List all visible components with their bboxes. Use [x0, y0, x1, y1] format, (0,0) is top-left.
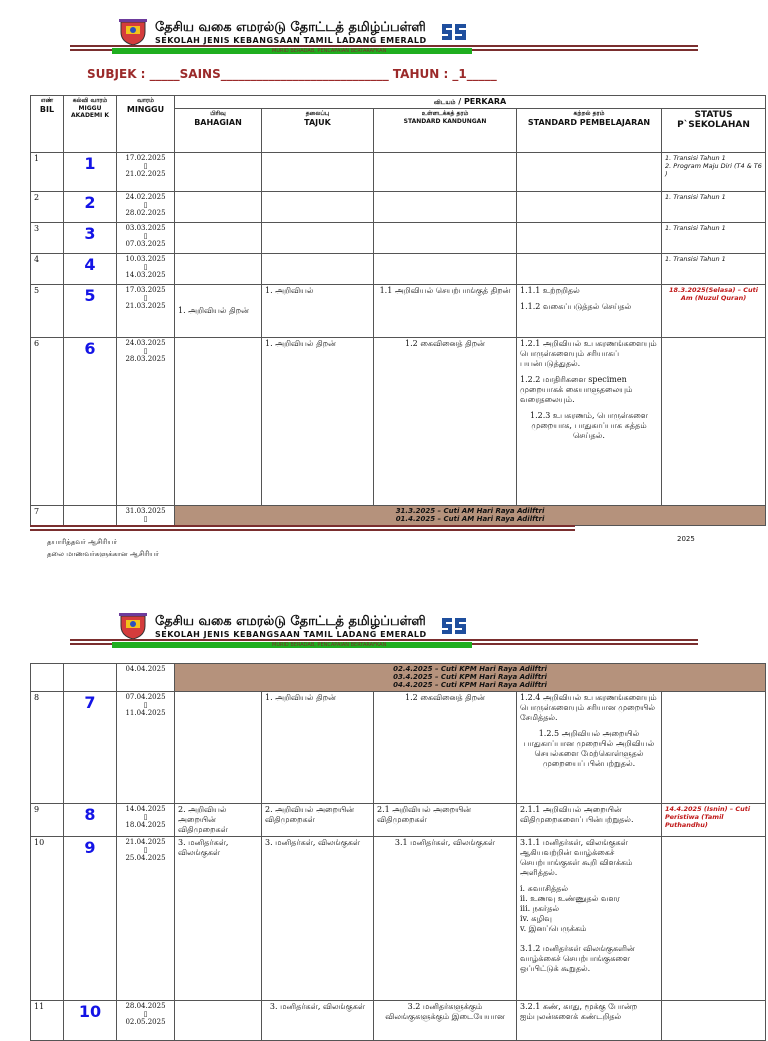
banner-green-band: [112, 642, 472, 648]
holiday-banner: 02.4.2025 – Cuti KPM Hari Raya Adilftri 03.4.2025 – Cuti KPM Hari Raya Adilftri 04.4.2025 – Cuti KPM Hari Raya Adilftri: [175, 664, 766, 692]
week-number: 6: [64, 338, 117, 506]
col-bahagian-header: பிரிவு BAHAGIAN: [175, 109, 262, 153]
col-minggu-header: வாரம் MINGGU: [117, 96, 175, 153]
footer-divider: [30, 529, 575, 531]
banner-divider: [70, 45, 698, 47]
week-number: 9: [64, 837, 117, 1001]
prepared-for-label: தலை மாணவர்களுக்கான ஆசிரியர்: [47, 550, 159, 558]
col-status-header: STATUS P`SEKOLAHAN: [662, 109, 766, 153]
table-row: 8 7 07.04.2025 ▯ 11.04.2025 1. அறிவியல் திறன் 1.2 கைவினைத் திறன் 1.2.4 அறிவியல் உபகரணங்களையும் பொருள்களையும் சரியான முறையில் சேமித்தல். 1.2.5 அறிவியல் அறையில் பாதுகாப்பான முறையில் அறிவியல் செயல்களை மேற்கொள்ளுதல் முறையைப் பின்பற்றுதல்.: [31, 692, 766, 804]
table-row: 6 6 24.03.2025 ▯ 28.03.2025 1. அறிவியல் திறன் 1.2 கைவினைத் திறன் 1.2.1 அறிவியல் உபகரணங்களையும் பொருள்களையும் சரியாகப் பயன்படுத்துதல். 1.2.2 மாதிரிகளை specimen முறையாகக் கையாளுதலையும் வரைதலையும். 1.2.3 உபகரணம், பொருள்களை முறையாக, பாதுகாப்பாக சுத்தம் செய்தல்.: [31, 338, 766, 506]
week-number: 5: [64, 285, 117, 338]
ministry-logo-icon: [440, 20, 468, 44]
holiday-banner: 31.3.2025 – Cuti AM Hari Raya Adilftri 01.4.2025 – Cuti AM Hari Raya Adilftri: [175, 506, 766, 526]
prepared-by-label: தயாரித்தவர் ஆசிரியர்: [47, 538, 117, 546]
school-motto: MURID BERADAB, PENCAPAIAN BERTARAFKAN: [272, 48, 387, 54]
footer-divider: [30, 525, 575, 527]
week-number: 7: [64, 692, 117, 804]
col-bil-header: எண் BIL: [31, 96, 64, 153]
table-row: 10 9 21.04.2025 ▯ 25.04.2025 3. மனிதர்கள், விலங்குகள் 3. மனிதர்கள், விலங்குகள் 3.1 மனிதர்கள், விலங்குகள் 3.1.1 மனிதர்கள், விலங்குகள் ஆகியவற்றின் வாழ்க்கைச் செயற்பாங்குகள் கூறி விளக்கம் அளித்தல். i. சுவாசித்தல் ii. உணவு உண்ணுதல் வளர iii. நகர்தல் iv. கழிவு v. இனப்பெருக்கம் 3.1.2 மனிதர்கள் விலங்குகளின் வாழ்க்கைச் செயற்பாங்குகளை ஒப்பிட்டுக் கூறுதல்.: [31, 837, 766, 1001]
table-row: 9 8 14.04.2025 ▯ 18.04.2025 2. அறிவியல் அறையின் விதிமுறைகள் 2. அறிவியல் அறையின் விதிமுறைகள் 2.1 அறிவியல் அறையின் விதிமுறைகள் 2.1.1 அறிவியல் அறையின் விதிமுறைகளைப் பின்பற்றுதல். 14.4.2025 (Isnin) – Cuti Peristiwa (Tamil Puthandhu): [31, 804, 766, 837]
week-number: 3: [64, 223, 117, 254]
yearly-plan-table-1: [30, 95, 766, 526]
banner-green-band: [112, 48, 472, 54]
school-name: SEKOLAH JENIS KEBANGSAAN TAMIL LADANG EMERALD: [155, 36, 427, 45]
school-name: SEKOLAH JENIS KEBANGSAAN TAMIL LADANG EMERALD: [155, 630, 427, 639]
col-standard-kandungan-header: உள்ளடக்கத் தரம் STANDARD KANDUNGAN: [374, 109, 517, 153]
week-number: 4: [64, 254, 117, 285]
week-number: 8: [64, 804, 117, 837]
table-row: 04.04.2025 02.4.2025 – Cuti KPM Hari Raya Adilftri 03.4.2025 – Cuti KPM Hari Raya Adilftri 04.4.2025 – Cuti KPM Hari Raya Adilftri: [31, 664, 766, 692]
school-banner-bottom: [70, 612, 700, 660]
table-row: 2 2 24.02.2025 ▯ 28.02.2025 1. Transisi Tahun 1: [31, 192, 766, 223]
school-name-tamil: தேசிய வகை எமரல்டு தோட்டத் தமிழ்ப்பள்ளி: [155, 614, 426, 629]
school-crest-icon: [117, 18, 149, 46]
table-row: 1 1 17.02.2025 ▯ 21.02.2025 1. Transisi Tahun 1 2. Program Maju Diri (T4 & T6 ): [31, 153, 766, 192]
banner-divider: [70, 639, 698, 641]
school-banner-top: [70, 18, 700, 66]
week-number: 1: [64, 153, 117, 192]
col-perkara-header: விடயம் / PERKARA: [175, 96, 766, 109]
col-tajuk-header: தலைப்பு TAJUK: [262, 109, 374, 153]
ministry-logo-icon: [440, 614, 468, 638]
table-row: 4 4 10.03.2025 ▯ 14.03.2025 1. Transisi Tahun 1: [31, 254, 766, 285]
col-miggu-akademi-header: கல்வி வாரம் MIGGU AKADEMI K: [64, 96, 117, 153]
table-row: 7 31.03.2025 ▯ 31.3.2025 – Cuti AM Hari Raya Adilftri 01.4.2025 – Cuti AM Hari Raya Adilftri: [31, 506, 766, 526]
col-standard-pembelajaran-header: கற்றல் தரம் STANDARD PEMBELAJARAN: [517, 109, 662, 153]
week-number: 2: [64, 192, 117, 223]
table-row: 11 10 28.04.2025 ▯ 02.05.2025 3. மனிதர்கள், விலங்குகள் 3.2 மனிதர்களுக்கும் விலங்குகளுக்கும் இடையேயான 3.2.1 கண், காது, மூக்கு போன்ற ஐம்புலன்களைக் கண்டறிதல்: [31, 1001, 766, 1041]
table-row: 5 5 17.03.2025 ▯ 21.03.2025 1. அறிவியல் திறன் 1. அறிவியல் 1.1 அறிவியல் செயற்பாங்குத் திறன் 1.1.1 உற்றறிதல் 1.1.2 வகைப்படுத்தல் செய்தல் 18.3.2025(Selasa) – Cuti Am (Nuzul Quran): [31, 285, 766, 338]
yearly-plan-table-2: [30, 663, 766, 1041]
school-crest-icon: [117, 612, 149, 640]
subject-line: SUBJEK : _____SAINS____________________________ TAHUN : _1_____: [87, 67, 497, 81]
footer-year: 2025: [677, 535, 695, 543]
school-motto: MURID BERADAB, PENCAPAIAN BERTARAFKAN: [272, 642, 387, 648]
school-name-tamil: தேசிய வகை எமரல்டு தோட்டத் தமிழ்ப்பள்ளி: [155, 20, 426, 35]
week-number: 10: [64, 1001, 117, 1041]
table-row: 3 3 03.03.2025 ▯ 07.03.2025 1. Transisi Tahun 1: [31, 223, 766, 254]
